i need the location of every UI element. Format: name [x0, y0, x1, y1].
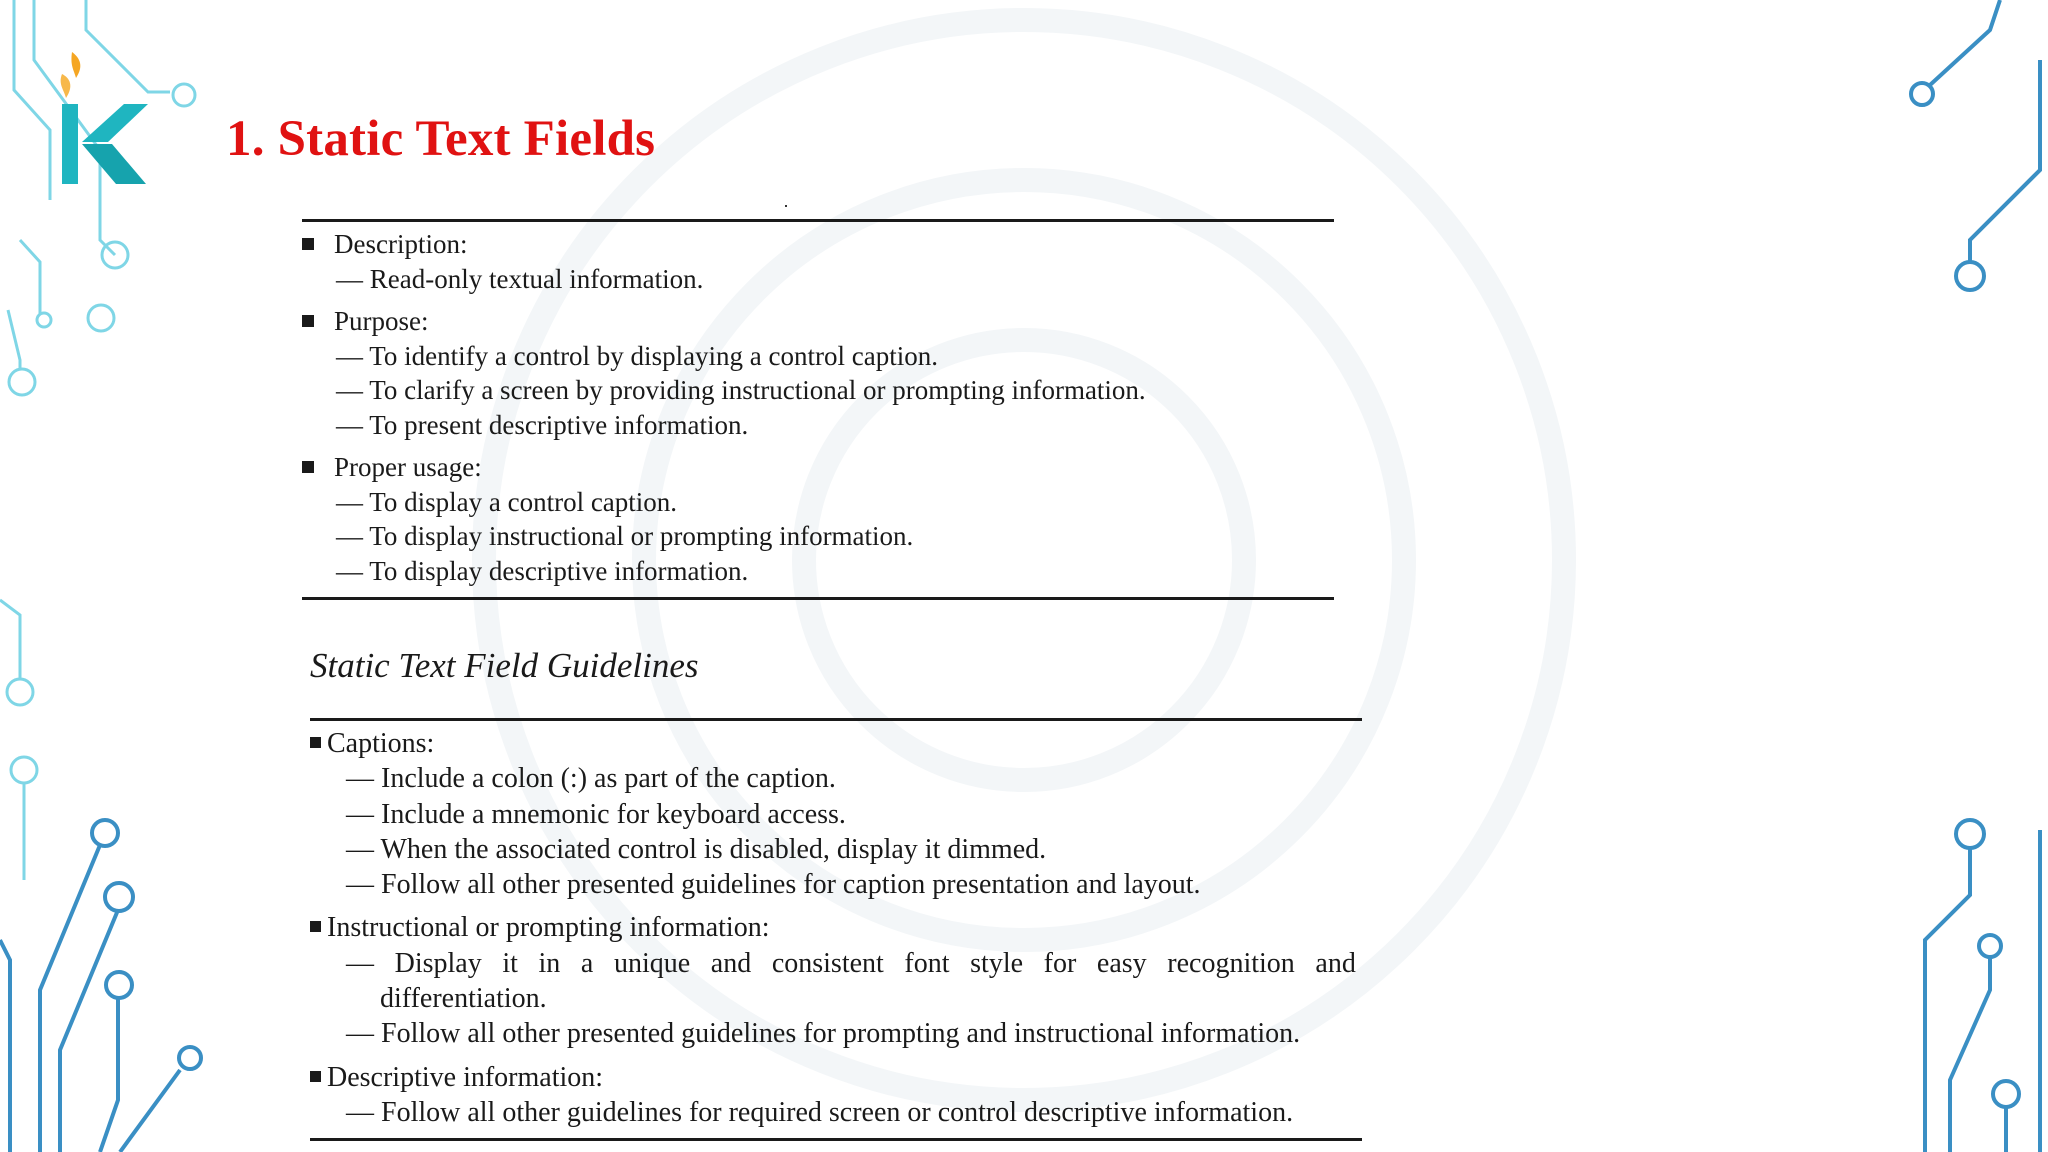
definition-heading-description: Description: — [302, 227, 1342, 262]
guidelines-title: Static Text Field Guidelines — [310, 646, 699, 685]
justified-word: Display — [394, 947, 482, 979]
definition-heading-purpose: Purpose: — [302, 304, 1342, 339]
square-bullet-icon — [302, 238, 314, 250]
definition-item: — Read-only textual information. — [336, 263, 704, 294]
definition-item: — To display instructional or prompting information. — [336, 521, 914, 551]
justified-word: easy — [1096, 947, 1147, 979]
justified-word: in — [538, 947, 561, 979]
definition-heading-usage: Proper usage: — [302, 450, 1342, 485]
stray-mark — [785, 205, 787, 207]
square-bullet-icon — [302, 461, 314, 473]
justified-word: and — [710, 947, 752, 979]
guideline-item-justified — [310, 946, 1390, 981]
guideline-item: — Follow all other presented guidelines for caption presentation and layout. — [346, 869, 1201, 901]
definition-item: — To clarify a screen by providing instructional or prompting information. — [336, 375, 1146, 405]
definition-item: — To present descriptive information. — [336, 409, 749, 440]
justified-line — [346, 946, 1356, 981]
guidelines-top-rule — [310, 718, 1362, 721]
brand-logo — [50, 44, 150, 190]
justified-word: recognition — [1167, 947, 1295, 979]
guideline-heading-captions: Captions: — [310, 726, 1390, 761]
justified-word: font — [904, 947, 950, 979]
guideline-item: — When the associated control is disabled, display it dimmed. — [346, 833, 1047, 865]
slide-title: 1. Static Text Fields — [226, 111, 656, 167]
justified-word: style — [970, 947, 1024, 979]
definition-item: — To display descriptive information. — [336, 555, 749, 586]
guidelines-bottom-rule — [310, 1138, 1362, 1141]
guideline-heading-descriptive: Descriptive information: — [310, 1060, 1390, 1095]
guidelines-list — [310, 726, 1390, 1130]
guideline-item: — Follow all other presented guidelines for prompting and instructional information. — [346, 1018, 1301, 1050]
justified-word: and — [1315, 947, 1356, 979]
guideline-heading-instructional: Instructional or prompting information: — [310, 910, 1390, 945]
justified-word: for — [1043, 947, 1077, 979]
guideline-item: — Follow all other guidelines for required screen or control descriptive information. — [346, 1096, 1294, 1128]
definition-item: — To display a control caption. — [336, 486, 678, 517]
definition-item: — To identify a control by displaying a control caption. — [336, 340, 938, 371]
justified-word: it — [502, 947, 518, 979]
square-bullet-icon — [310, 921, 321, 932]
justified-word: unique — [613, 947, 691, 979]
justified-word: consistent — [771, 947, 884, 979]
square-bullet-icon — [310, 1071, 321, 1082]
justified-word: a — [580, 947, 594, 979]
square-bullet-icon — [310, 737, 321, 748]
definition-list — [302, 227, 1342, 588]
top-rule — [302, 219, 1334, 222]
bottom-rule — [302, 597, 1334, 600]
justified-word: — — [346, 947, 374, 979]
guideline-item: — Include a colon (:) as part of the caption. — [346, 763, 836, 795]
square-bullet-icon — [302, 315, 314, 327]
guideline-item-continuation: differentiation. — [380, 983, 547, 1015]
guideline-item: — Include a mnemonic for keyboard access. — [346, 798, 846, 830]
